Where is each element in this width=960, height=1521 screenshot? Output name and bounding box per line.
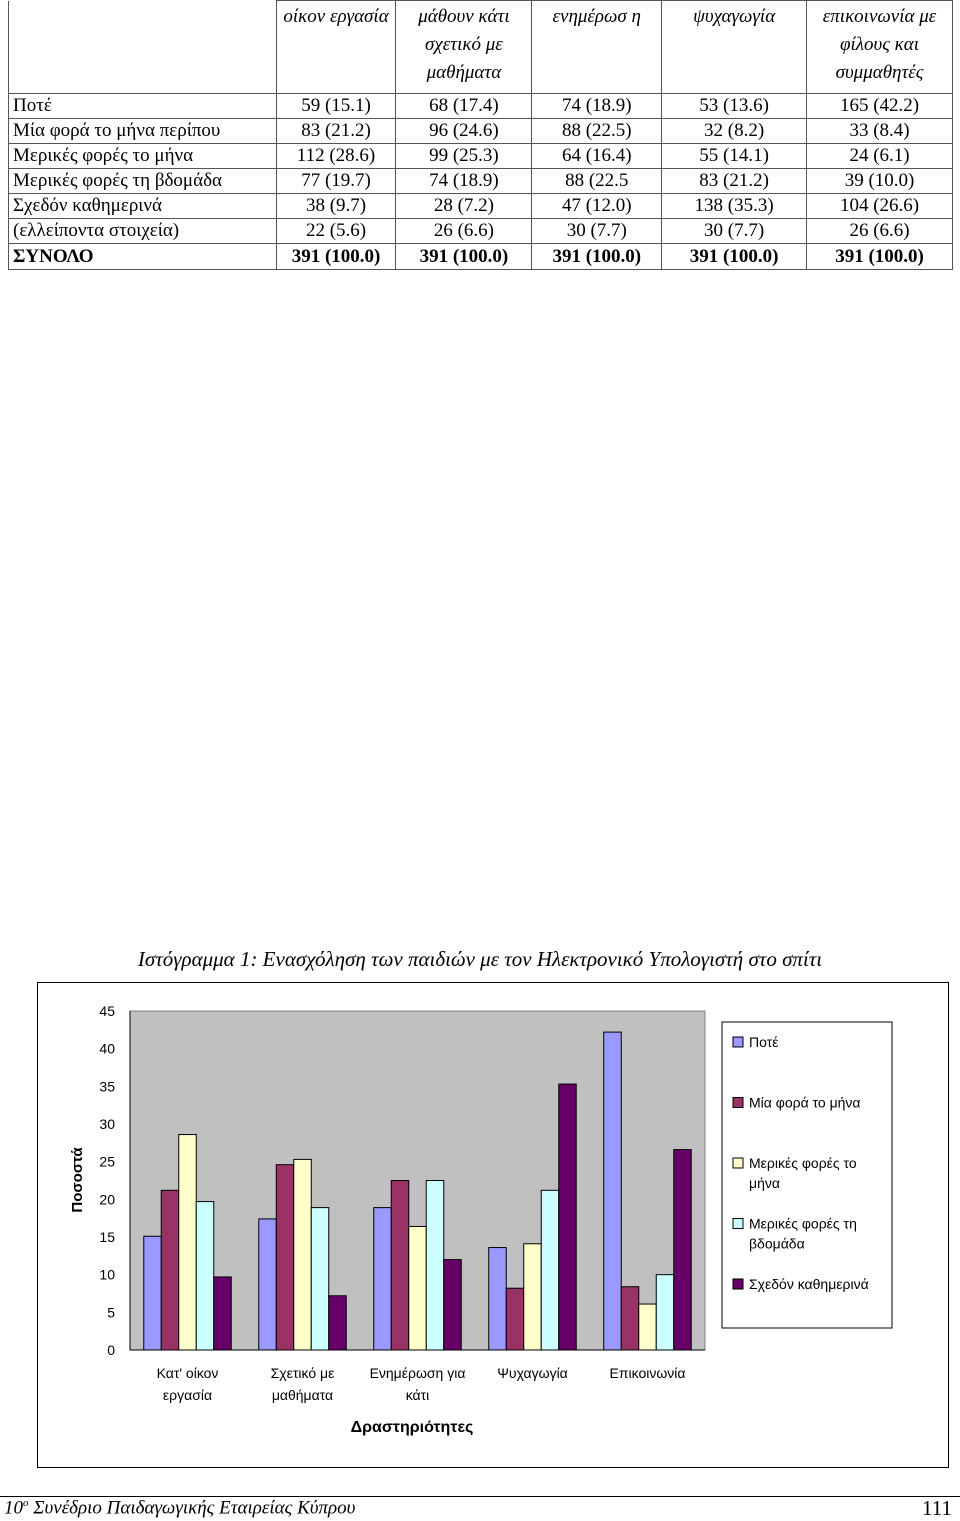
header-cell: ενημέρωσ η xyxy=(532,1,662,94)
table-cell: 88 (22.5) xyxy=(532,119,662,144)
x-tick-label: Επικοινωνία xyxy=(609,1365,686,1381)
legend-swatch xyxy=(733,1098,743,1108)
page-number: 111 xyxy=(922,1496,952,1520)
legend-label: βδομάδα xyxy=(749,1235,805,1252)
bar xyxy=(179,1135,197,1350)
table-cell: 391 (100.0) xyxy=(276,244,396,270)
bar xyxy=(311,1208,329,1350)
x-axis-title: Δραστηριότητες xyxy=(350,1419,474,1436)
bar xyxy=(196,1202,214,1350)
y-tick-label: 5 xyxy=(107,1304,115,1321)
y-tick-label: 10 xyxy=(99,1266,115,1283)
bar xyxy=(444,1260,462,1350)
table-cell: 68 (17.4) xyxy=(396,94,532,119)
bar xyxy=(656,1275,674,1350)
legend-label: μήνα xyxy=(749,1175,780,1191)
x-tick-label: Σχετικό με xyxy=(270,1365,335,1381)
legend-label: Ποτέ xyxy=(749,1034,779,1050)
legend-label: Μερικές φορές τη xyxy=(749,1215,857,1232)
y-tick-label: 40 xyxy=(99,1040,115,1057)
bar xyxy=(524,1244,542,1350)
legend-swatch xyxy=(733,1219,743,1229)
table-cell: 33 (8.4) xyxy=(807,119,953,144)
header-cell: μάθουν κάτι σχετικό με μαθήματα xyxy=(396,1,532,94)
bar xyxy=(541,1190,559,1350)
table-cell: 47 (12.0) xyxy=(532,194,662,219)
footer-edition-sup: ο xyxy=(23,1497,29,1509)
table-cell: 24 (6.1) xyxy=(807,144,953,169)
table-cell: 59 (15.1) xyxy=(276,94,396,119)
table-cell: 391 (100.0) xyxy=(396,244,532,270)
y-axis-title: Ποσοστά xyxy=(69,1147,86,1213)
table-cell: 39 (10.0) xyxy=(807,169,953,194)
y-tick-label: 25 xyxy=(99,1153,115,1170)
row-label: Μερικές φορές τη βδομάδα xyxy=(9,169,277,194)
bar xyxy=(329,1296,347,1350)
table-cell: 38 (9.7) xyxy=(276,194,396,219)
y-tick-label: 0 xyxy=(107,1342,115,1358)
bar xyxy=(426,1181,444,1351)
legend-swatch xyxy=(733,1279,743,1289)
table-cell: 83 (21.2) xyxy=(276,119,396,144)
row-label: (ελλείποντα στοιχεία) xyxy=(9,219,277,244)
bar xyxy=(391,1181,409,1351)
y-tick-label: 45 xyxy=(99,1003,115,1019)
x-tick-label: Κατ' οίκον xyxy=(156,1365,219,1381)
table-cell: 26 (6.6) xyxy=(396,219,532,244)
bar xyxy=(621,1287,639,1350)
legend-swatch xyxy=(733,1158,743,1168)
legend-label: Μία φορά το μήνα xyxy=(749,1094,861,1111)
table-cell: 30 (7.7) xyxy=(662,219,807,244)
row-label: Σχεδόν καθημερινά xyxy=(9,194,277,219)
table-cell: 165 (42.2) xyxy=(807,94,953,119)
bar xyxy=(276,1165,294,1350)
table-cell: 26 (6.6) xyxy=(807,219,953,244)
header-cell: ψυχαγωγία xyxy=(662,1,807,94)
bar xyxy=(259,1219,277,1350)
y-tick-label: 35 xyxy=(99,1078,115,1095)
bar xyxy=(409,1226,427,1350)
y-tick-label: 30 xyxy=(99,1116,115,1132)
x-tick-label: Ψυχαγωγία xyxy=(497,1365,568,1381)
row-label: Μία φορά το μήνα περίπου xyxy=(9,119,277,144)
table-cell: 30 (7.7) xyxy=(532,219,662,244)
table-cell: 53 (13.6) xyxy=(662,94,807,119)
footer-conference-name: Συνέδριο Παιδαγωγικής Εταιρείας Κύπρου xyxy=(28,1497,356,1519)
table-cell: 391 (100.0) xyxy=(532,244,662,270)
y-tick-label: 20 xyxy=(99,1191,115,1208)
row-label: Ποτέ xyxy=(9,94,277,119)
bar xyxy=(506,1288,524,1350)
bar xyxy=(674,1150,692,1350)
x-tick-label: Ενημέρωση για xyxy=(369,1365,466,1381)
table-cell: 28 (7.2) xyxy=(396,194,532,219)
bar xyxy=(161,1190,179,1350)
bar xyxy=(489,1248,507,1350)
x-tick-label: κάτι xyxy=(405,1387,430,1403)
legend-label: Σχεδόν καθημερινά xyxy=(749,1276,869,1292)
table-cell: 391 (100.0) xyxy=(807,244,953,270)
bar xyxy=(604,1032,622,1350)
table-cell: 32 (8.2) xyxy=(662,119,807,144)
legend-swatch xyxy=(733,1037,743,1047)
table-cell: 74 (18.9) xyxy=(396,169,532,194)
footer-conference xyxy=(4,1497,355,1519)
table-cell: 391 (100.0) xyxy=(662,244,807,270)
table-cell: 138 (35.3) xyxy=(662,194,807,219)
table-cell: 77 (19.7) xyxy=(276,169,396,194)
x-tick-label: εργασία xyxy=(162,1387,213,1403)
row-label: Μερικές φορές το μήνα xyxy=(9,144,277,169)
chart-title: Ιστόγραμμα 1: Ενασχόληση των παιδιών με τον Ηλεκτρονικό Υπολογιστή στο σπίτι xyxy=(137,947,823,971)
y-tick-label: 15 xyxy=(99,1229,115,1245)
bar xyxy=(144,1236,162,1350)
table-cell: 112 (28.6) xyxy=(276,144,396,169)
table-cell: 22 (5.6) xyxy=(276,219,396,244)
legend-label: Μερικές φορές το xyxy=(749,1155,857,1171)
bar xyxy=(559,1084,577,1350)
table-cell: 74 (18.9) xyxy=(532,94,662,119)
table-cell: 88 (22.5 xyxy=(532,169,662,194)
bar xyxy=(374,1208,392,1350)
header-cell: οίκον εργασία xyxy=(276,1,396,94)
row-label: ΣΥΝΟΛΟ xyxy=(9,244,277,270)
bar xyxy=(214,1277,232,1350)
table-cell: 96 (24.6) xyxy=(396,119,532,144)
header-cell: επικοινωνία με φίλους και συμμαθητές xyxy=(807,1,953,94)
bar xyxy=(294,1159,312,1350)
table-cell: 83 (21.2) xyxy=(662,169,807,194)
table-cell: 104 (26.6) xyxy=(807,194,953,219)
table-cell: 55 (14.1) xyxy=(662,144,807,169)
footer-edition: 10 xyxy=(4,1497,23,1519)
x-tick-label: μαθήματα xyxy=(271,1387,334,1403)
table-cell: 99 (25.3) xyxy=(396,144,532,169)
bar xyxy=(639,1304,657,1350)
table-cell: 64 (16.4) xyxy=(532,144,662,169)
